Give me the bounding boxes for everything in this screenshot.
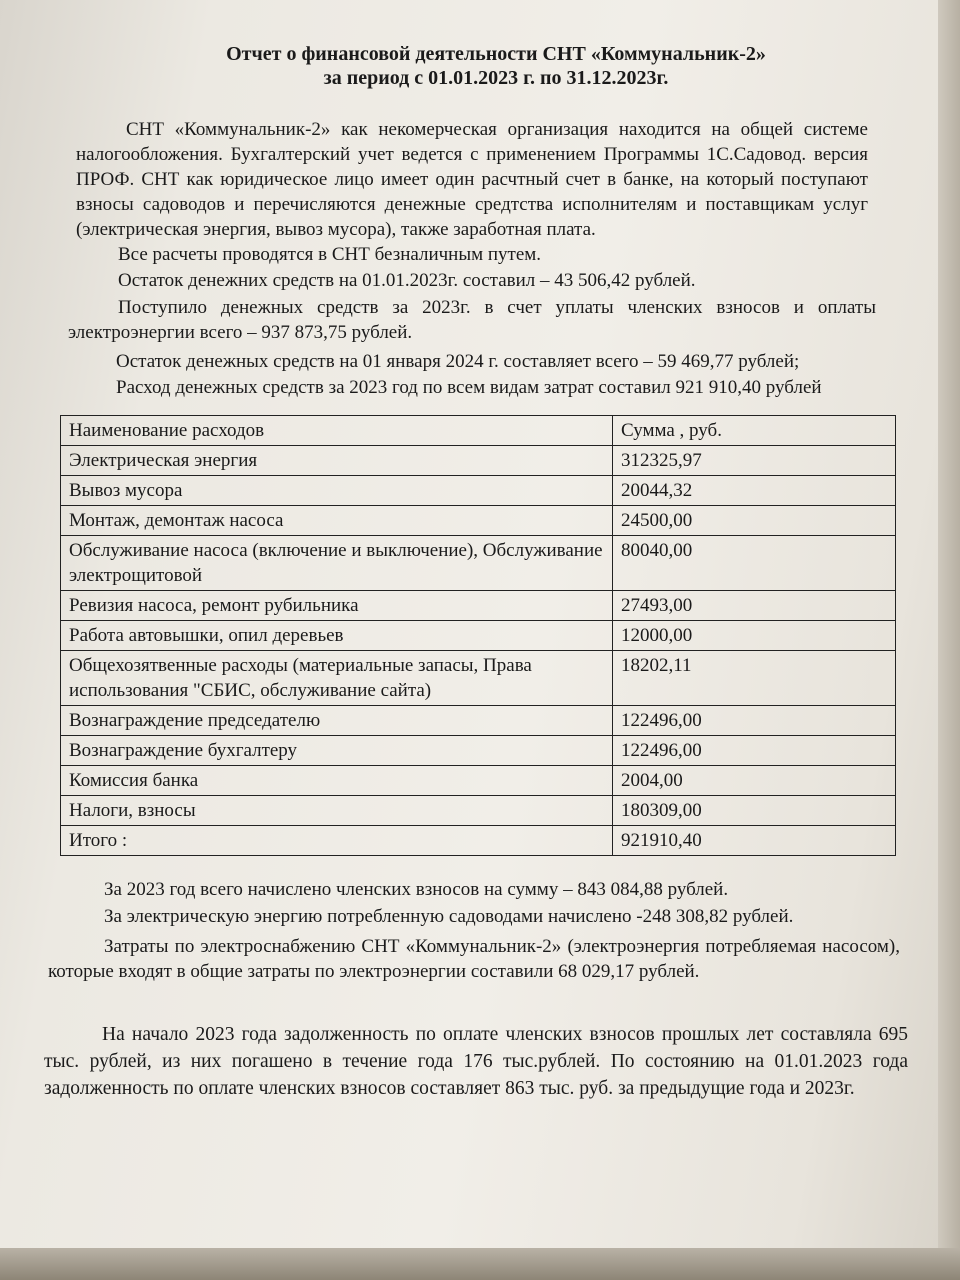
header-name-cell: Наименование расходов — [61, 416, 613, 446]
summary-paragraph-2: За электрическую энергию потребленную садоводами начислено -248 308,82 рублей. — [104, 906, 794, 927]
background-edge — [938, 0, 960, 1280]
expense-amount-cell: 312325,97 — [613, 446, 896, 476]
expense-name-cell: Работа автовышки, опил деревьев — [61, 621, 613, 651]
summary-paragraph-1: За 2023 год всего начислено членских взносов на сумму – 843 084,88 рублей. — [104, 879, 729, 900]
report-title: Отчет о финансовой деятельности СНТ «Коммунальник-2» — [226, 43, 766, 65]
table-row — [61, 736, 896, 766]
expense-amount-cell: 12000,00 — [613, 621, 896, 651]
expense-amount-cell: 122496,00 — [613, 706, 896, 736]
table-header-row — [61, 416, 896, 446]
intro-paragraph-5: Остаток денежных средств на 01 января 2024 г. составляет всего – 59 469,77 рублей; — [116, 351, 800, 372]
report-period: за период с 01.01.2023 г. по 31.12.2023г. — [323, 67, 669, 89]
expense-amount-cell: 20044,32 — [613, 476, 896, 506]
table-row — [61, 476, 896, 506]
intro-paragraph-1: СНТ «Коммунальник-2» как некомерческая организация находится на общей системе налогообложения. Бухгалтерский учет ведется с применением Программы 1С.Садовод. версия ПРОФ. СНТ как юридическое лицо имеет один расчтный счет в банке, на который поступают взносы садоводов и перечисляются денежные средтства исполнителям и поставщикам услуг (электрическая энергия, вывоз мусора), также заработная плата. — [76, 119, 868, 240]
table-row — [61, 506, 896, 536]
expense-name-cell: Общехозятвенные расходы (материальные запасы, Права использования "СБИС, обслуживание сайта) — [61, 651, 613, 706]
summary-paragraph-4: На начало 2023 года задолженность по оплате членских взносов прошлых лет составляла 695 тыс. рублей, из них погашено в течение года 176 тыс.рублей. По состоянию на 01.01.2023 года задолженность по оплате членских взносов составляет 863 тыс. руб. за предыдущие года и 2023г. — [44, 1024, 908, 1099]
expense-name-cell: Обслуживание насоса (включение и выключение), Обслуживание электрощитовой — [61, 536, 613, 591]
expense-name-cell: Вознаграждение бухгалтеру — [61, 736, 613, 766]
expense-name-cell: Комиссия банка — [61, 766, 613, 796]
table-row — [61, 796, 896, 826]
expense-amount-cell: 921910,40 — [613, 826, 896, 856]
expense-amount-cell: 27493,00 — [613, 591, 896, 621]
table-row — [61, 826, 896, 856]
intro-paragraph-3: Остаток денежних средств на 01.01.2023г. составил – 43 506,42 рублей. — [118, 270, 696, 291]
table-row — [61, 766, 896, 796]
expense-amount-cell: 2004,00 — [613, 766, 896, 796]
expense-name-cell: Вознаграждение председателю — [61, 706, 613, 736]
expense-name-cell: Налоги, взносы — [61, 796, 613, 826]
expense-name-cell: Монтаж, демонтаж насоса — [61, 506, 613, 536]
summary-paragraph-3: Затраты по электроснабжению СНТ «Коммунальник-2» (электроэнергия потребляемая насосом), которые входят в общие затраты по электроэнергии составили 68 029,17 рублей. — [48, 936, 900, 982]
expense-amount-cell: 24500,00 — [613, 506, 896, 536]
table-row — [61, 536, 896, 591]
expense-amount-cell: 80040,00 — [613, 536, 896, 591]
table-row — [61, 591, 896, 621]
expense-amount-cell: 180309,00 — [613, 796, 896, 826]
paper-bottom-edge — [0, 1248, 960, 1280]
expense-name-cell: Электрическая энергия — [61, 446, 613, 476]
expense-amount-cell: 18202,11 — [613, 651, 896, 706]
intro-paragraph-4: Поступило денежных средств за 2023г. в счет уплаты членских взносов и оплаты электроэнергии всего – 937 873,75 рублей. — [68, 297, 876, 343]
expense-amount-cell: 122496,00 — [613, 736, 896, 766]
header-amount-cell: Сумма , руб. — [613, 416, 896, 446]
table-row — [61, 706, 896, 736]
intro-paragraph-6: Расход денежных средств за 2023 год по всем видам затрат составил 921 910,40 рублей — [116, 377, 822, 398]
expense-name-cell: Ревизия насоса, ремонт рубильника — [61, 591, 613, 621]
table-row — [61, 651, 896, 706]
intro-paragraph-2: Все расчеты проводятся в СНТ безналичным путем. — [118, 244, 542, 265]
expense-name-cell: Вывоз мусора — [61, 476, 613, 506]
expenses-table — [60, 415, 896, 856]
table-row — [61, 621, 896, 651]
expense-name-cell: Итого : — [61, 826, 613, 856]
table-row — [61, 446, 896, 476]
